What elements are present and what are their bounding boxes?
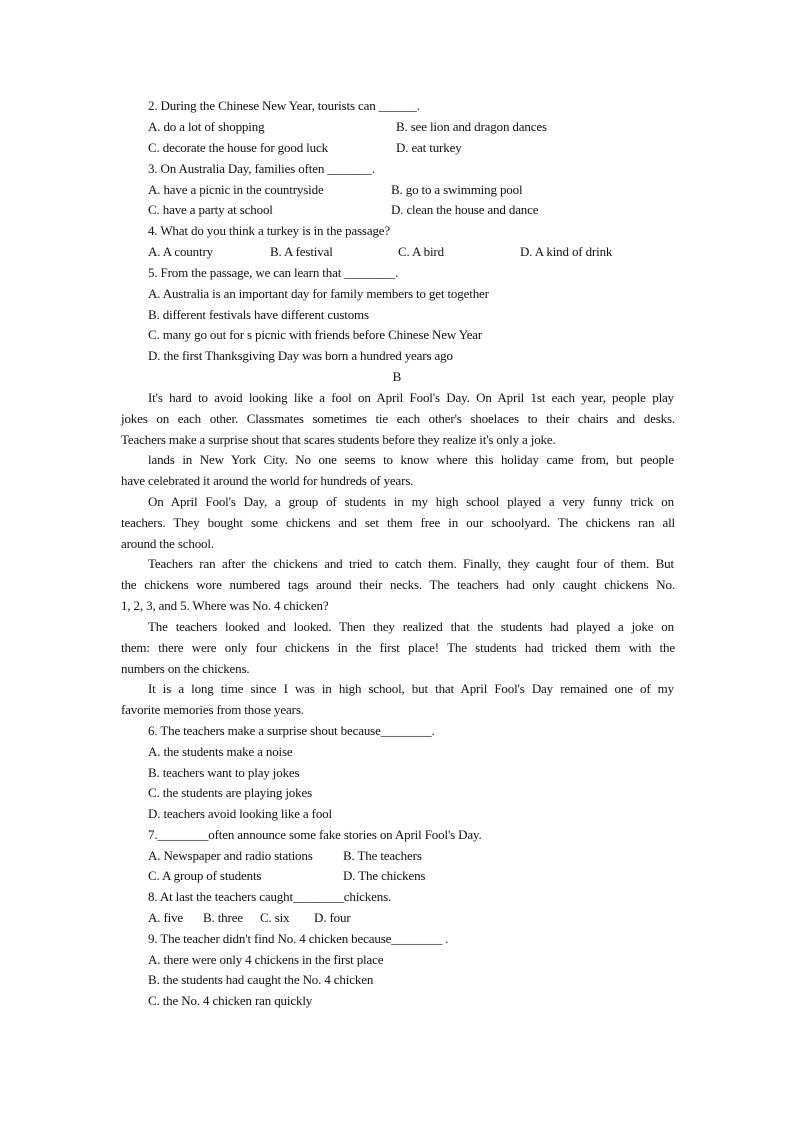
passage-p4-line-1: Teachers ran after the chickens and tried to catch them. Finally, they caught four of them. But: [148, 556, 674, 571]
passage-p2-line-2: have celebrated it around the world for hundreds of years.: [121, 473, 414, 488]
question-8-option-d: D. four: [314, 910, 351, 925]
passage-p6-line-1: It is a long time since I was in high school, but that April Fool's Day remained one of my: [148, 681, 674, 696]
question-4-option-b: B. A festival: [270, 244, 333, 259]
question-6-option-c: C. the students are playing jokes: [148, 785, 313, 800]
question-5-option-c: C. many go out for s picnic with friends before Chinese New Year: [148, 327, 483, 342]
passage-p3-line-3: around the school.: [121, 536, 214, 551]
passage-p1-line-1: It's hard to avoid looking like a fool on April Fool's Day. On April 1st each year, people play: [148, 390, 674, 405]
question-3-option-d: D. clean the house and dance: [391, 202, 539, 217]
question-7-option-d: D. The chickens: [343, 868, 426, 883]
question-9-option-b: B. the students had caught the No. 4 chicken: [148, 972, 374, 987]
question-7-option-c: C. A group of students: [148, 868, 262, 883]
question-5-stem: 5. From the passage, we can learn that ________.: [148, 265, 399, 280]
question-3-option-c: C. have a party at school: [148, 202, 273, 217]
question-5-option-b: B. different festivals have different customs: [148, 307, 369, 322]
passage-p5-line-1: The teachers looked and looked. Then they realized that the students had played a joke on: [148, 619, 674, 634]
question-2-option-c: C. decorate the house for good luck: [148, 140, 328, 155]
question-9-stem: 9. The teacher didn't find No. 4 chicken because________ .: [148, 931, 449, 946]
question-8-stem: 8. At last the teachers caught________chickens.: [148, 889, 392, 904]
section-b-heading: B: [392, 369, 402, 384]
passage-p3-line-1: On April Fool's Day, a group of students in my high school played a very funny trick on: [148, 494, 674, 509]
question-9-option-c: C. the No. 4 chicken ran quickly: [148, 993, 313, 1008]
question-7-stem: 7.________often announce some fake stories on April Fool's Day.: [148, 827, 482, 842]
question-4-stem: 4. What do you think a turkey is in the passage?: [148, 223, 391, 238]
passage-p6-line-2: favorite memories from those years.: [121, 702, 304, 717]
question-5-option-d: D. the first Thanksgiving Day was born a hundred years ago: [148, 348, 453, 363]
question-9-option-a: A. there were only 4 chickens in the first place: [148, 952, 384, 967]
passage-p4-line-2: the chickens wore numbered tags around their necks. The teachers had only caught chickens No.: [121, 577, 675, 592]
passage-p1-line-3: Teachers make a surprise shout that scares students before they realize it's only a joke.: [121, 432, 556, 447]
passage-p2-line-1: lands in New York City. No one seems to know where this holiday came from, but people: [148, 452, 674, 467]
question-6-option-d: D. teachers avoid looking like a fool: [148, 806, 332, 821]
passage-p5-line-2: them: there were only four chickens in the first place! The students had tricked them with the: [121, 640, 675, 655]
question-4-option-c: C. A bird: [398, 244, 444, 259]
question-3-option-b: B. go to a swimming pool: [391, 182, 523, 197]
passage-p3-line-2: teachers. They bought some chickens and set them free in our schoolyard. The chickens ran all: [121, 515, 675, 530]
question-2-option-d: D. eat turkey: [396, 140, 462, 155]
passage-p1-line-2: jokes on each other. Classmates sometimes tie each other's shoelaces to their chairs and desks.: [121, 411, 675, 426]
question-8-option-c: C. six: [260, 910, 290, 925]
question-2-option-b: B. see lion and dragon dances: [396, 119, 547, 134]
question-2-option-a: A. do a lot of shopping: [148, 119, 265, 134]
question-3-stem: 3. On Australia Day, families often _______.: [148, 161, 375, 176]
question-3-option-a: A. have a picnic in the countryside: [148, 182, 324, 197]
question-6-stem: 6. The teachers make a surprise shout because________.: [148, 723, 435, 738]
question-4-option-a: A. A country: [148, 244, 214, 259]
question-8-option-b: B. three: [203, 910, 243, 925]
passage-p5-line-3: numbers on the chickens.: [121, 661, 250, 676]
question-6-option-b: B. teachers want to play jokes: [148, 765, 300, 780]
question-5-option-a: A. Australia is an important day for family members to get together: [148, 286, 489, 301]
question-7-option-a: A. Newspaper and radio stations: [148, 848, 313, 863]
question-7-option-b: B. The teachers: [343, 848, 422, 863]
question-6-option-a: A. the students make a noise: [148, 744, 293, 759]
passage-p4-line-3: 1, 2, 3, and 5. Where was No. 4 chicken?: [121, 598, 329, 613]
question-2-stem: 2. During the Chinese New Year, tourists can ______.: [148, 98, 420, 113]
question-4-option-d: D. A kind of drink: [520, 244, 613, 259]
question-8-option-a: A. five: [148, 910, 184, 925]
